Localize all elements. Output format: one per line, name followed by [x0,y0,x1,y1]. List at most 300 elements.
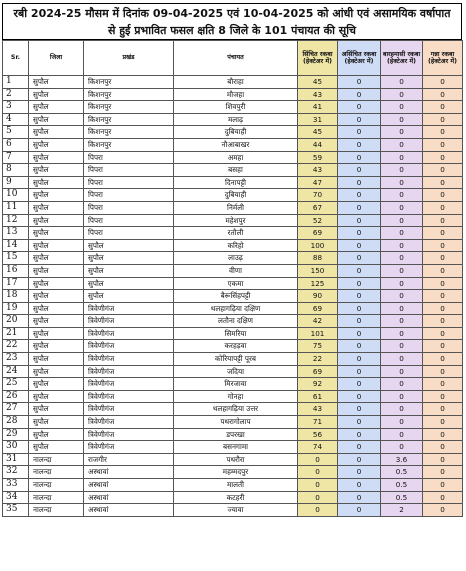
cell-irrigated: 100 [298,239,338,252]
cell-panchayat: डपरखा [174,428,298,441]
cell-district: सुपौल [29,151,84,164]
cell-irrigated: 0 [298,466,338,479]
cell-unirrigated: 0 [338,428,381,441]
cell-district: सुपौल [29,302,84,315]
cell-unirrigated: 0 [338,390,381,403]
cell-irrigated: 47 [298,176,338,189]
cell-district: सुपौल [29,428,84,441]
cell-district: सुपौल [29,390,84,403]
cell-unirrigated: 0 [338,290,381,303]
cell-block: त्रिवेणीगंज [84,403,174,416]
table-row [3,353,463,366]
cell-unirrigated: 0 [338,491,381,504]
cell-irrigated: 0 [298,453,338,466]
cell-perennial: 0 [381,164,423,177]
cell-district: सुपौल [29,416,84,429]
cell-irrigated: 90 [298,290,338,303]
table-row [3,479,463,492]
table-row [3,214,463,227]
cell-perennial: 0 [381,403,423,416]
cell-unirrigated: 0 [338,416,381,429]
cell-perennial: 0.5 [381,466,423,479]
cell-irrigated: 43 [298,403,338,416]
cell-district: सुपौल [29,277,84,290]
cell-panchayat: मिरजावा [174,378,298,391]
cell-unirrigated: 0 [338,453,381,466]
cell-sr: 14 [3,239,29,252]
cell-district: सुपौल [29,239,84,252]
cell-district: सुपौल [29,353,84,366]
cell-panchayat: मौजहा [174,88,298,101]
cell-block: किशनपुर [84,138,174,151]
table-row [3,151,463,164]
cell-sr: 25 [3,378,29,391]
cell-perennial: 0 [381,88,423,101]
cell-sugarcane: 0 [423,403,463,416]
cell-district: सुपौल [29,315,84,328]
cell-block: पिपरा [84,176,174,189]
cell-sr: 17 [3,277,29,290]
table-row [3,189,463,202]
cell-sugarcane: 0 [423,151,463,164]
crop-loss-table [2,40,463,517]
table-body [3,76,463,517]
cell-sugarcane: 0 [423,491,463,504]
cell-panchayat: थलहागढ़िया दक्षिण [174,302,298,315]
cell-perennial: 0 [381,365,423,378]
cell-sr: 24 [3,365,29,378]
cell-district: सुपौल [29,138,84,151]
document-sheet [2,3,462,517]
cell-block: किशनपुर [84,88,174,101]
table-row [3,365,463,378]
table-row [3,88,463,101]
cell-block: अस्थावां [84,466,174,479]
cell-perennial: 0 [381,201,423,214]
table-row [3,416,463,429]
table-row [3,252,463,265]
cell-perennial: 0 [381,176,423,189]
cell-perennial: 0 [381,290,423,303]
cell-sugarcane: 0 [423,390,463,403]
cell-sr: 3 [3,101,29,114]
cell-sr: 5 [3,126,29,139]
cell-irrigated: 41 [298,101,338,114]
cell-block: त्रिवेणीगंज [84,365,174,378]
cell-panchayat: दुबियाही [174,189,298,202]
cell-unirrigated: 0 [338,365,381,378]
cell-perennial: 0 [381,428,423,441]
table-row [3,113,463,126]
table-row [3,164,463,177]
cell-block: पिपरा [84,164,174,177]
cell-sugarcane: 0 [423,340,463,353]
cell-unirrigated: 0 [338,151,381,164]
cell-district: सुपौल [29,189,84,202]
cell-irrigated: 44 [298,138,338,151]
title-line-1: रबी 2024-25 मौसम में दिनांक 09-04-2025 एवं 10-04-2025 को आंधी एवं असामयिक वर्षापात [13,7,451,20]
cell-sugarcane: 0 [423,214,463,227]
cell-district: नालन्दा [29,466,84,479]
cell-district: सुपौल [29,365,84,378]
cell-perennial: 0 [381,302,423,315]
cell-sugarcane: 0 [423,302,463,315]
cell-district: सुपौल [29,290,84,303]
cell-panchayat: पथरौरा [174,453,298,466]
cell-irrigated: 0 [298,479,338,492]
cell-panchayat: एकमा [174,277,298,290]
cell-irrigated: 70 [298,189,338,202]
table-row [3,441,463,454]
cell-perennial: 2 [381,504,423,517]
cell-block: पिपरा [84,214,174,227]
cell-perennial: 0 [381,151,423,164]
cell-perennial: 3.6 [381,453,423,466]
cell-irrigated: 74 [298,441,338,454]
cell-irrigated: 45 [298,76,338,89]
cell-unirrigated: 0 [338,264,381,277]
cell-unirrigated: 0 [338,315,381,328]
cell-irrigated: 150 [298,264,338,277]
cell-irrigated: 43 [298,164,338,177]
table-row [3,138,463,151]
cell-perennial: 0 [381,378,423,391]
cell-sr: 13 [3,227,29,240]
cell-unirrigated: 0 [338,252,381,265]
table-row [3,76,463,89]
cell-irrigated: 125 [298,277,338,290]
cell-panchayat: बैरूसिंहपट्टी [174,290,298,303]
cell-sugarcane: 0 [423,428,463,441]
table-row [3,327,463,340]
cell-unirrigated: 0 [338,441,381,454]
cell-panchayat: मालती [174,479,298,492]
cell-district: नालन्दा [29,504,84,517]
cell-perennial: 0 [381,113,423,126]
table-row [3,504,463,517]
cell-district: सुपौल [29,252,84,265]
cell-perennial: 0 [381,227,423,240]
cell-irrigated: 88 [298,252,338,265]
cell-block: सुपौल [84,239,174,252]
table-row [3,491,463,504]
cell-sugarcane: 0 [423,101,463,114]
cell-sugarcane: 0 [423,201,463,214]
cell-panchayat: वीणा [174,264,298,277]
cell-district: सुपौल [29,441,84,454]
cell-block: सुपौल [84,264,174,277]
cell-unirrigated: 0 [338,239,381,252]
cell-block: त्रिवेणीगंज [84,327,174,340]
cell-panchayat: कटहरी [174,491,298,504]
cell-district: सुपौल [29,264,84,277]
cell-district: सुपौल [29,164,84,177]
header-district: जिला [29,41,84,76]
cell-irrigated: 59 [298,151,338,164]
cell-perennial: 0 [381,189,423,202]
cell-panchayat: दिनापट्टी [174,176,298,189]
cell-panchayat: जदिया [174,365,298,378]
cell-block: त्रिवेणीगंज [84,416,174,429]
cell-sugarcane: 0 [423,416,463,429]
cell-sugarcane: 0 [423,353,463,366]
cell-panchayat: बसहा [174,164,298,177]
cell-unirrigated: 0 [338,176,381,189]
cell-sr: 26 [3,390,29,403]
cell-perennial: 0 [381,390,423,403]
cell-sr: 12 [3,214,29,227]
header-sugarcane: गन्ना रकबा (हेक्टेअर में) [423,41,463,76]
cell-irrigated: 69 [298,302,338,315]
cell-irrigated: 67 [298,201,338,214]
cell-unirrigated: 0 [338,340,381,353]
cell-block: किशनपुर [84,101,174,114]
cell-unirrigated: 0 [338,138,381,151]
cell-unirrigated: 0 [338,113,381,126]
table-row [3,277,463,290]
cell-irrigated: 42 [298,315,338,328]
cell-district: सुपौल [29,327,84,340]
cell-sr: 9 [3,176,29,189]
cell-sugarcane: 0 [423,264,463,277]
cell-unirrigated: 0 [338,403,381,416]
cell-block: सुपौल [84,290,174,303]
cell-panchayat: दुबियाही [174,126,298,139]
cell-panchayat: महम्मदपुर [174,466,298,479]
cell-irrigated: 71 [298,416,338,429]
cell-sugarcane: 0 [423,504,463,517]
cell-sugarcane: 0 [423,138,463,151]
cell-block: पिपरा [84,189,174,202]
cell-panchayat: थलहागढ़िया उत्तर [174,403,298,416]
cell-sugarcane: 0 [423,189,463,202]
cell-irrigated: 0 [298,491,338,504]
table-row [3,264,463,277]
cell-sugarcane: 0 [423,290,463,303]
cell-sr: 22 [3,340,29,353]
cell-block: त्रिवेणीगंज [84,340,174,353]
document-title [2,3,462,40]
cell-sugarcane: 0 [423,466,463,479]
cell-sr: 32 [3,466,29,479]
cell-district: सुपौल [29,378,84,391]
cell-sugarcane: 0 [423,176,463,189]
cell-sr: 31 [3,453,29,466]
title-line-2: से हुई प्रभावित फसल क्षति 8 जिले के 101 पंचायत की सूचि [107,24,357,37]
cell-perennial: 0 [381,416,423,429]
cell-sr: 10 [3,189,29,202]
cell-perennial: 0 [381,239,423,252]
cell-unirrigated: 0 [338,466,381,479]
cell-block: त्रिवेणीगंज [84,353,174,366]
cell-sr: 28 [3,416,29,429]
cell-perennial: 0 [381,76,423,89]
cell-block: अस्थावां [84,504,174,517]
cell-district: सुपौल [29,113,84,126]
cell-unirrigated: 0 [338,327,381,340]
cell-sugarcane: 0 [423,315,463,328]
table-row [3,403,463,416]
cell-panchayat: रतौली [174,227,298,240]
cell-panchayat: सिमरिया [174,327,298,340]
cell-sugarcane: 0 [423,378,463,391]
cell-unirrigated: 0 [338,479,381,492]
header-panchayat: पंचायत [174,41,298,76]
cell-sr: 2 [3,88,29,101]
cell-panchayat: शिवपुरी [174,101,298,114]
table-row [3,290,463,303]
cell-sr: 7 [3,151,29,164]
cell-district: नालन्दा [29,453,84,466]
cell-unirrigated: 0 [338,101,381,114]
header-unirrigated: असिंचित रकबा (हेक्टेअर में) [338,41,381,76]
cell-sugarcane: 0 [423,277,463,290]
cell-sr: 16 [3,264,29,277]
cell-unirrigated: 0 [338,302,381,315]
table-row [3,428,463,441]
cell-district: सुपौल [29,227,84,240]
cell-district: सुपौल [29,126,84,139]
table-row [3,466,463,479]
cell-unirrigated: 0 [338,88,381,101]
cell-panchayat: निर्मली [174,201,298,214]
cell-panchayat: लतौना दक्षिण [174,315,298,328]
cell-block: किशनपुर [84,113,174,126]
cell-block: त्रिवेणीगंज [84,428,174,441]
cell-block: अस्थावां [84,491,174,504]
cell-district: सुपौल [29,340,84,353]
cell-perennial: 0 [381,214,423,227]
cell-irrigated: 101 [298,327,338,340]
cell-unirrigated: 0 [338,126,381,139]
cell-unirrigated: 0 [338,189,381,202]
cell-block: त्रिवेणीगंज [84,378,174,391]
cell-panchayat: कोरियापट्टी पूरब [174,353,298,366]
cell-block: सुपौल [84,252,174,265]
cell-block: किशनपुर [84,126,174,139]
cell-block: पिपरा [84,227,174,240]
table-row [3,340,463,353]
cell-sr: 23 [3,353,29,366]
cell-panchayat: बौराहा [174,76,298,89]
cell-panchayat: मलाढ़ [174,113,298,126]
cell-block: त्रिवेणीगंज [84,315,174,328]
cell-unirrigated: 0 [338,201,381,214]
cell-sr: 21 [3,327,29,340]
cell-sugarcane: 0 [423,327,463,340]
cell-perennial: 0 [381,277,423,290]
cell-district: सुपौल [29,403,84,416]
cell-panchayat: ज्यावा [174,504,298,517]
cell-block: अस्थावां [84,479,174,492]
cell-district: सुपौल [29,214,84,227]
cell-district: सुपौल [29,201,84,214]
cell-perennial: 0 [381,315,423,328]
cell-district: सुपौल [29,101,84,114]
cell-block: सुपौल [84,277,174,290]
table-row [3,126,463,139]
cell-sugarcane: 0 [423,76,463,89]
cell-unirrigated: 0 [338,277,381,290]
cell-perennial: 0.5 [381,479,423,492]
cell-sr: 35 [3,504,29,517]
header-sr: Sr. [3,41,29,76]
cell-irrigated: 0 [298,504,338,517]
cell-irrigated: 69 [298,227,338,240]
cell-sr: 29 [3,428,29,441]
table-row [3,101,463,114]
cell-sr: 34 [3,491,29,504]
cell-irrigated: 75 [298,340,338,353]
cell-sugarcane: 0 [423,113,463,126]
cell-block: त्रिवेणीगंज [84,390,174,403]
cell-unirrigated: 0 [338,353,381,366]
cell-irrigated: 92 [298,378,338,391]
cell-block: त्रिवेणीगंज [84,441,174,454]
cell-perennial: 0 [381,340,423,353]
cell-block: किशनपुर [84,76,174,89]
cell-irrigated: 43 [298,88,338,101]
cell-irrigated: 45 [298,126,338,139]
cell-panchayat: अमहा [174,151,298,164]
cell-sr: 33 [3,479,29,492]
cell-panchayat: लाउढ़ [174,252,298,265]
cell-irrigated: 22 [298,353,338,366]
cell-sugarcane: 0 [423,365,463,378]
cell-sugarcane: 0 [423,252,463,265]
table-header-row [3,41,463,76]
cell-sr: 18 [3,290,29,303]
cell-sr: 1 [3,76,29,89]
cell-unirrigated: 0 [338,164,381,177]
cell-perennial: 0 [381,252,423,265]
cell-district: सुपौल [29,88,84,101]
cell-unirrigated: 0 [338,378,381,391]
cell-sr: 19 [3,302,29,315]
cell-sr: 30 [3,441,29,454]
cell-panchayat: महेशपुर [174,214,298,227]
cell-irrigated: 31 [298,113,338,126]
cell-panchayat: बसनगामा [174,441,298,454]
cell-irrigated: 69 [298,365,338,378]
cell-perennial: 0.5 [381,491,423,504]
cell-panchayat: नौआबाखर [174,138,298,151]
table-row [3,201,463,214]
cell-sugarcane: 0 [423,441,463,454]
cell-perennial: 0 [381,441,423,454]
cell-sugarcane: 0 [423,453,463,466]
cell-sr: 15 [3,252,29,265]
table-row [3,302,463,315]
cell-unirrigated: 0 [338,214,381,227]
cell-unirrigated: 0 [338,76,381,89]
cell-panchayat: गोनहा [174,390,298,403]
cell-sugarcane: 0 [423,126,463,139]
table-row [3,239,463,252]
table-row [3,227,463,240]
cell-sugarcane: 0 [423,479,463,492]
cell-perennial: 0 [381,264,423,277]
cell-irrigated: 56 [298,428,338,441]
cell-district: नालन्दा [29,479,84,492]
cell-district: सुपौल [29,176,84,189]
cell-district: सुपौल [29,76,84,89]
cell-block: राजगीर [84,453,174,466]
cell-sr: 6 [3,138,29,151]
cell-panchayat: पथरागोलाप [174,416,298,429]
cell-sugarcane: 0 [423,164,463,177]
table-row [3,315,463,328]
